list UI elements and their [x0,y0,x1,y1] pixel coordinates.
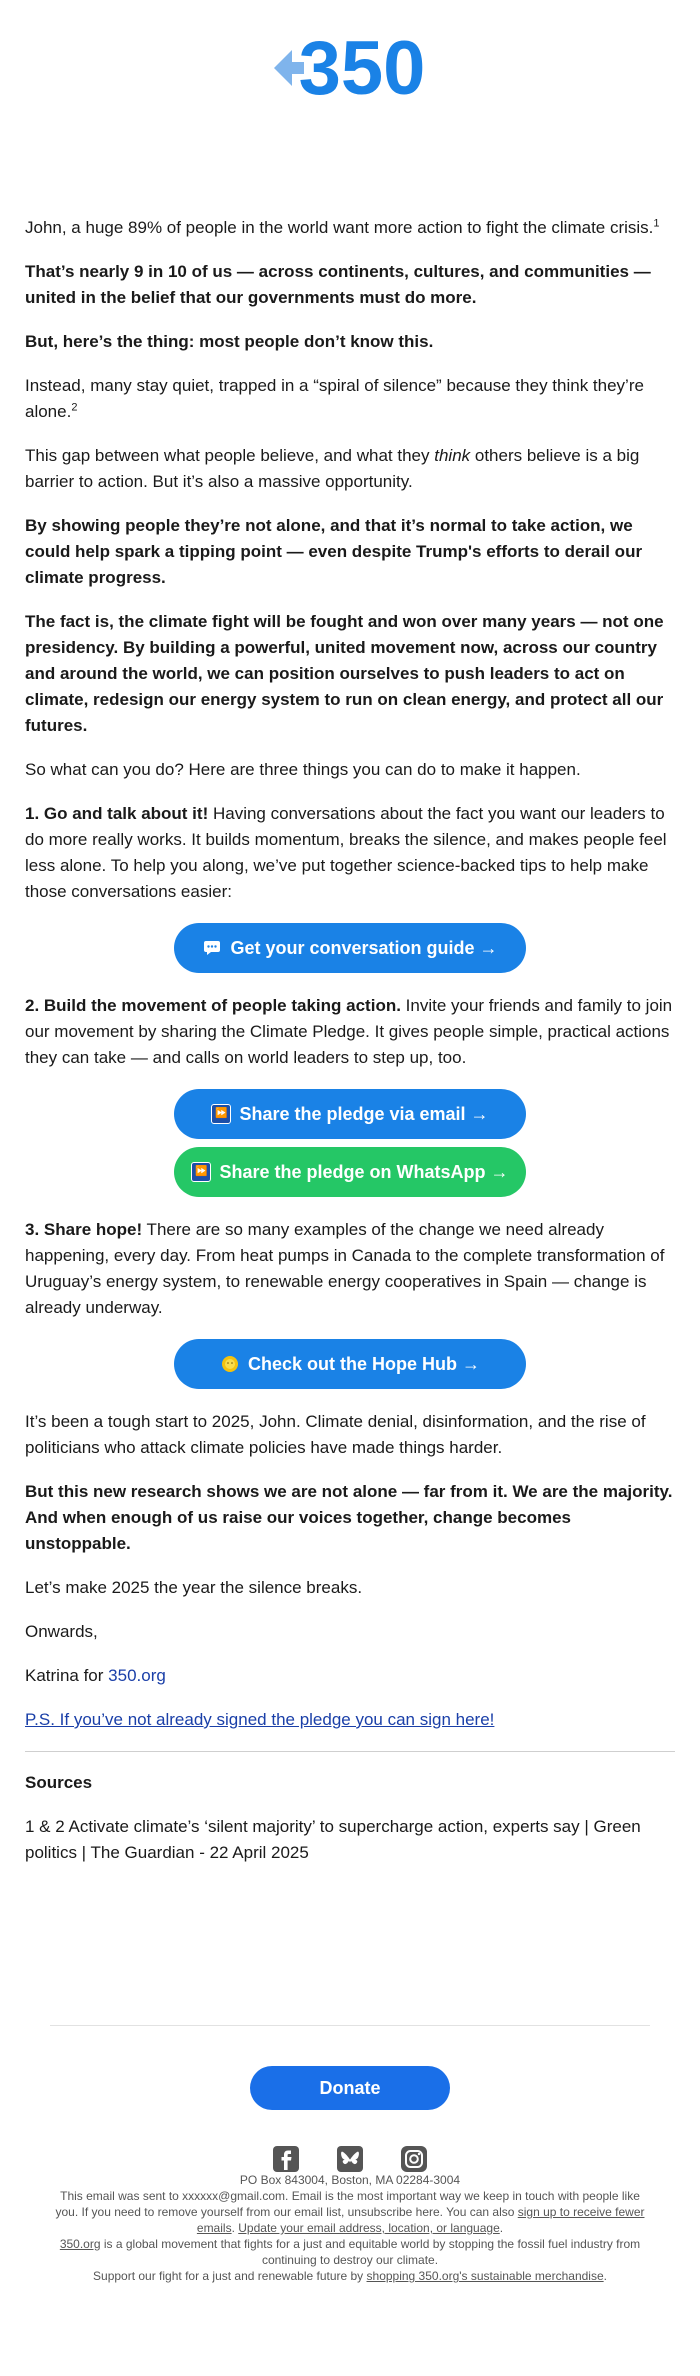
email-notice: This email was sent to xxxxxx@gmail.com. Email is the most important way we keep in touch with people like you. If you need to remove yourself from our email list, unsubscribe here. You can also sign up to receive fewer emails. Update your email address, location, or language. [55,2189,645,2235]
logo-350[interactable] [0,28,700,108]
share-pledge-email-button[interactable]: ⏩ Share the pledge via email → [174,1089,526,1139]
paragraph-silence-breaks: Let’s make 2025 the year the silence breaks. [25,1578,363,1597]
hope-hub-button[interactable]: Check out the Hope Hub → [174,1339,526,1389]
paragraph-tough-start: It’s been a tough start to 2025, John. Climate denial, disinformation, and the rise of politicians who attack climate policies have made things harder. [25,1412,646,1457]
logo-text: 350 [298,28,426,108]
signature: Katrina for 350.org [25,1666,166,1685]
paragraph-what-can-you-do: So what can you do? Here are three things you can do to make it happen. [25,760,581,779]
350-org-link[interactable]: 350.org [108,1666,166,1685]
step-1: 1. Go and talk about it! Having conversations about the fact you want our leaders to do more really works. It builds momentum, breaks the silence, and makes people feel less alone. To help you along, we’ve put together science-backed tips to help make those conversations easier: [25,804,667,901]
intro-paragraph: John, a huge 89% of people in the world want more action to fight the climate crisis.$^1$ [25,217,660,237]
sources-title: Sources [25,1773,93,1792]
logo-350-mark [270,28,430,108]
sources-divider [25,1751,675,1752]
conversation-guide-button[interactable]: Get your conversation guide → [174,923,526,973]
donate-button[interactable]: Donate [250,2066,450,2110]
paragraph-tipping-point: By showing people they’re not alone, and that it’s normal to take action, we could help spark a tipping point — even despite Trump's efforts to derail our climate progress. [25,516,643,587]
sign-off: Onwards, [25,1622,98,1641]
fast-forward-icon: ⏩ [191,1162,211,1182]
sign-pledge-link[interactable]: P.S. If you’ve not already signed the pledge you can sign here! [25,1710,495,1729]
fast-forward-icon: ⏩ [211,1104,231,1124]
fewer-emails-link[interactable]: sign up to receive fewer emails [196,2205,645,2235]
social-links [50,2146,650,2172]
paragraph-fight: The fact is, the climate fight will be fought and won over many years — not one presidency. By building a powerful, united movement now, across our country and around the world, we can position ourselves to push leaders to act on climate, redesign our energy system to run on clean energy, and protect all our futures. [25,612,664,735]
step-3: 3. Share hope! There are so many examples of the change we need already happening, every day. From heat pumps in Canada to the complete transformation of Uruguay’s energy system, to renewable energy cooperatives in Spain — change is already underway. [25,1220,665,1317]
share-pledge-whatsapp-button[interactable]: ⏩ Share the pledge on WhatsApp → [174,1147,526,1197]
speech-bubble-icon [202,939,222,957]
postal-address: PO Box 843004, Boston, MA 02284-3004 [239,2173,461,2187]
merchandise-note: Support our fight for a just and renewable future by shopping 350.org's sustainable merchandise. [93,2269,607,2283]
paragraph-majority: That’s nearly 9 in 10 of us — across continents, cultures, and communities — united in the belief that our governments must do more. [25,262,651,307]
bluesky-icon[interactable] [337,2146,363,2172]
paragraph-thing: But, here’s the thing: most people don’t know this. [25,332,434,351]
footer-divider [50,2025,650,2026]
postscript [25,1707,675,1733]
mission-statement: 350.org is a global movement that fights for a just and equitable world by stopping the fossil fuel industry from continuing to destroy our climate. [59,2237,641,2267]
paragraph-silence: Instead, many stay quiet, trapped in a “spiral of silence” because they think they’re alone.$^2$ [25,376,644,421]
instagram-icon[interactable] [401,2146,427,2172]
footnote-1: 1 [653,217,660,230]
sun-icon [220,1355,240,1373]
step-2: 2. Build the movement of people taking action. Invite your friends and family to join our movement by sharing the Climate Pledge. It gives people simple, practical actions they can take — and calls on world leaders to step up, too. [25,996,673,1067]
email-body [25,215,675,1884]
mission-350-link[interactable]: 350.org [59,2237,101,2251]
merchandise-link[interactable]: shopping 350.org's sustainable merchandise [366,2269,604,2283]
email-footer [50,2025,650,2284]
update-email-link[interactable]: Update your email address, location, or language [238,2221,500,2235]
paragraph-gap: This gap between what people believe, and what they think others believe is a big barrier to action. But it’s also a massive opportunity. [25,446,640,491]
sources-text: 1 & 2 Activate climate’s ‘silent majority’ to supercharge action, experts say | Green politics | The Guardian - 22 April 2025 [25,1817,641,1862]
footnote-2: 2 [71,401,78,414]
facebook-icon[interactable] [273,2146,299,2172]
paragraph-majority-research: But this new research shows we are not alone — far from it. We are the majority. And when enough of us raise our voices together, change becomes unstoppable. [25,1482,673,1553]
